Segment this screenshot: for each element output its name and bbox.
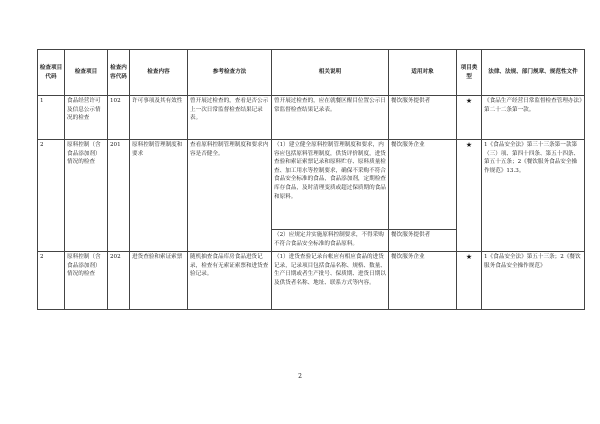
cell-type-star: ★ [457,140,482,252]
header-item-code: 检查项目代码 [38,50,65,96]
cell-content-code: 102 [108,96,130,140]
cell-notes: 曾开展过检查的，应在就餐区醒目位置公示日常监督检查结果记录表。 [272,96,389,140]
table-row [38,140,585,230]
cell-notes: （1）进货查验记录台帐应有相应食品的进货记录，记录项目包括食品名称、规格、数量、生产日期或者生产批号、保质期、进货日期以及供货者名称、地址、联系方式等内容。 [272,252,389,310]
inspection-table [37,49,585,310]
cell-target: 餐饮服务企业 [389,140,457,230]
header-type: 项目类型 [457,50,482,96]
header-method: 参考检查方法 [188,50,272,96]
cell-type-star: ★ [457,252,482,310]
cell-target: 餐饮服务企业 [389,252,457,310]
cell-content-code: 201 [108,140,130,252]
cell-item: 食品经营许可及信息公示情况的检查 [65,96,108,140]
cell-content: 许可事项及其有效性 [130,96,188,140]
page-number: 2 [298,373,302,380]
cell-notes: （1）建立健全原料控制管理制度和要求，内容应包括原料管理制度，供货评价制度，进货查验和索证索票记录和原料贮存、原料质量检查、加工用水等控制要求，确保不采购不符合食品安全标准的食品，食品添加剂，定期检查库存食品，及时清理变质或超过保质期的食品和原料。 [272,140,389,230]
cell-target: 餐饮服务提供者 [389,230,457,252]
table-header-row [38,50,585,96]
cell-item-code: 2 [38,252,65,310]
cell-method: 查看原料控制管理制度和要求内容是否健全。 [188,140,272,252]
cell-law: 1《食品安全法》第三十三条第一款第（三）项、第四十四条、第五十四条、第五十五条；2《餐饮服务食品安全操作规范》13.3。 [482,140,585,252]
cell-target: 餐饮服务提供者 [389,96,457,140]
table-row [38,96,585,140]
cell-method: 曾开展过检查的，查看是否公示上一次日常监督检查结果记录表。 [188,96,272,140]
header-notes: 相关说明 [272,50,389,96]
cell-item-code: 1 [38,96,65,140]
cell-content-code: 202 [108,252,130,310]
cell-item: 原料控制（含食品添加剂）情况的检查 [65,252,108,310]
header-item: 检查项目 [65,50,108,96]
cell-notes: （2）应规定并实施原料控制要求，不得采购不符合食品安全标准的食品原料。 [272,230,389,252]
cell-method: 随机抽查食品库房食品进货记录，检查有无索证索票和进货查验记录。 [188,252,272,310]
cell-item: 原料控制（含食品添加剂）情况的检查 [65,140,108,252]
cell-item-code: 2 [38,140,65,252]
header-content-code: 检查内容代码 [108,50,130,96]
cell-type-star: ★ [457,96,482,140]
table-row [38,252,585,310]
cell-law: 1《食品安全法》第五十三条；2《餐饮服务食品安全操作规范》 [482,252,585,310]
header-content: 检查内容 [130,50,188,96]
cell-content: 原料控制管理制度和要求 [130,140,188,252]
cell-content: 进货查验和索证索票 [130,252,188,310]
header-target: 适用对象 [389,50,457,96]
header-law: 法律、法规、部门规章、规范性文件 [482,50,585,96]
cell-law: 《食品生产经营日常监督检查管理办法》第二十二条第一款。 [482,96,585,140]
